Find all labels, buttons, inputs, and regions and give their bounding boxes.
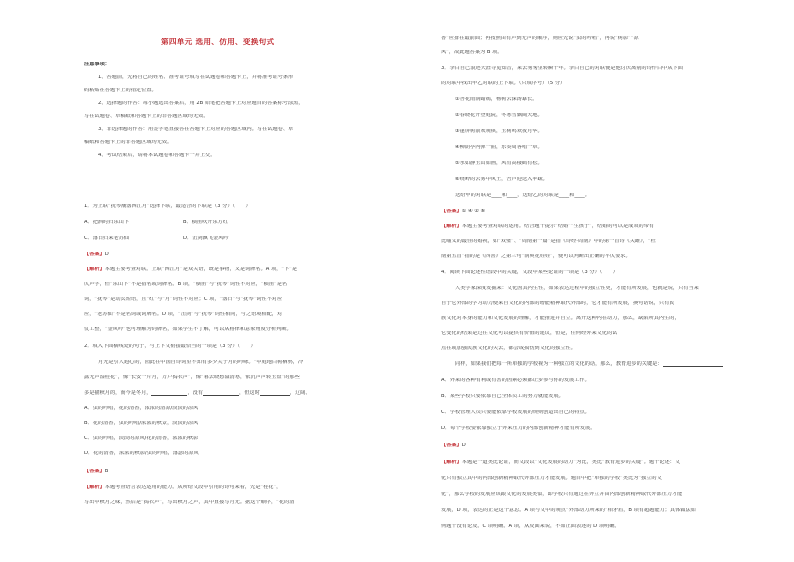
passage-text: 同样，如果我们把每一所单独的学校视为一种独立的文化的话，那么，教育进步的关键是： xyxy=(455,361,663,367)
question-1-answer xyxy=(84,252,109,257)
passage-text: 多是描秋月的，而今是冬月， xyxy=(84,390,152,396)
question-3-fill-line: 送给甲的对联是____和____，送给乙的对联是____和____。 xyxy=(455,193,590,198)
question-3-analysis-line xyxy=(441,224,654,229)
question-1-analysis-line: 应，“老苏仙”不是名词或词牌名。D 项，“击剑”与“抚琴”词性相同，与之语境相配，对 xyxy=(84,312,283,317)
passage-text: ，没有 xyxy=(187,390,204,396)
passage-text: ，辽阔、 xyxy=(289,390,311,396)
question-4-analysis-line: 发展，D 项，表达的正是这个意思。A 项与文中的观点“外部动力所来的”相矛盾，B 项有超越能力；具体做法如 xyxy=(441,508,696,513)
analysis-text: 本题主要考查对联。上联“西江月”是双关语，既是事物，又是词牌名。A 项，“下”是 xyxy=(104,267,298,272)
question-4-answer xyxy=(441,443,466,448)
question-4-analysis-line: 化只有独立其中的内部创新精神取代外部压力才能发展。题目中把“单独的学校”类比为“独立的文 xyxy=(441,476,662,481)
notice-item: 码粘贴在答题卡上的指定位置。 xyxy=(84,88,157,93)
question-2-stem: 2．填入下面横线处的句子，与上下文衔接最恰当的一项是（3 分）（ ） xyxy=(84,344,256,349)
question-1-stem: 1．为上联“抚琴潮落西江月”选择下联，最适合的下联是（3 分）（ ） xyxy=(84,204,251,209)
question-3-analysis-line: 比喻义的最佳的婚祝，如“双璧”、“周南第一篇”是指《诗经·周南》中的第一首诗《关雎》，“杜 xyxy=(441,239,656,244)
notice-item: 写在试题卷、草稿纸和答题卡上的非答题区域均无效。 xyxy=(84,114,209,119)
answer-tag: 【答案】 xyxy=(84,469,105,474)
couplet-item: ⑤水如静玉山如画，风有高楼鹤有松。 xyxy=(455,161,543,166)
question-4-analysis-line: 何题干没有论及。C 项明确。A 项，从反面来说，不如正面表述的 D 项明确。 xyxy=(441,524,620,529)
question-4-analysis-line xyxy=(441,460,680,465)
answer-value: B xyxy=(104,469,109,474)
notice-item: 3、非选择题的作答：用签字笔直接答在答题卡上对应的答题区域内。写在试题卷、草 xyxy=(98,127,294,132)
question-4-passage-line: 它变化的结果是过往文化可以提供有价值的建议，但是，任何经外来文化的试 xyxy=(441,331,618,336)
question-4-stem: 4．阅读下面论述性语段中的关键，文段中某些论证的一项是（3 分）（ ） xyxy=(441,270,618,275)
couplet-item: ⑥绕岭的云雾中风王，吾芦迎送入苹疏。 xyxy=(455,177,548,182)
answer-value: D xyxy=(461,443,466,448)
question-1-analysis-line: 词，“抚琴”是动宾短语，且“红”与“月”词性不对应；C 项，“落日”与“抚琴”词性不对应 xyxy=(84,297,283,302)
blank-line xyxy=(151,390,187,396)
couplet-item: ②春晓花开登庭院，冬寒雪飘阔天地。 xyxy=(455,113,543,118)
couplet-item: ③蓬屏树前欢观棋，玉树鸣欢夜月华。 xyxy=(455,129,543,134)
question-2-option-b: B．花的清香，虫的吟唱/浓浓的秋景，淡淡的凉风 xyxy=(84,421,199,426)
question-2-option-a: A．虫的吟唱，花的清香，浓浓的清凉/淡淡的凉风 xyxy=(84,406,199,411)
question-1-analysis-line: 仄声字，但“东山下”不是指名或词牌名。B 项，“横笛”与“抚琴”词性不对应，“横笛”是名 xyxy=(84,282,288,287)
analysis-tag: 【解析】 xyxy=(441,460,462,465)
analysis-tag: 【解析】 xyxy=(441,224,462,229)
analysis-text: 本题是一道类比论证，而文段以“文化发展的动力”为比，类比“教育进步的关键”。题干论述：文 xyxy=(461,460,681,465)
couplet-item: ①杏花雨润蜡嫣，杨树云深涛暴长。 xyxy=(455,97,538,102)
page-title: 第四单元 选用、仿用、变换句式 xyxy=(161,38,275,46)
question-4-option-c: C．学校管理人员只要能依靠学校发展的规则创造出自己的特点。 xyxy=(441,410,590,415)
question-2-passage-line: 月光是引人遐心的，园此在中国自诗词里不知有多少关于月的吟咏。“中庭地白树栖鸦，冷 xyxy=(98,360,304,365)
blank-line xyxy=(260,390,290,396)
question-1-option-d: D．击剑飘飞金风吟 xyxy=(183,236,229,241)
blank-line xyxy=(203,390,239,396)
notice-item: 1、答题前，先将自己的姓名、准考证号填写在试题卷和答题卡上，并将准考证号条形 xyxy=(98,75,294,80)
question-4-passage-line: 人类学家深度发掘来：文化因其内生性，如果表达过程中的独立性更，才能有所发展，也就是说，只有当来 xyxy=(455,286,699,291)
answer-tag: 【答案】 xyxy=(441,443,462,448)
question-1-analysis-line: 仗工整，“金风吟”也可理解为词牌名，如果学生不了解，可以从格律和意象角度分析判断。 xyxy=(84,327,292,332)
question-4-passage-line xyxy=(455,361,723,367)
answer-value: D xyxy=(104,252,109,257)
right-page xyxy=(397,0,794,562)
blank-line xyxy=(663,361,723,367)
question-1-analysis-line xyxy=(84,267,297,272)
question-4-passage-line: 族文化对本身的能力和文化发展的理解，才能推进并自立。离开这种内在动力，那么，缺陷所其内生的， xyxy=(441,316,680,321)
question-1-option-a: A．把酒时归东山下 xyxy=(84,220,130,225)
analysis-text: 本题主要考查对联的运用。结合题干提示“结婚”“生孩子”，结婚的可以是成双的带有 xyxy=(461,224,655,229)
answer-tag: 【答案】 xyxy=(441,209,462,214)
question-4-passage-line: 自于它外部的学习动力使来自文化的内部的增能精神取代外部时，它才能有所发展，换句话说，只有民 xyxy=(441,301,675,306)
question-4-option-d: D．每个学校要依靠独立于外来压力的内部创新精神才能有所发展。 xyxy=(441,426,596,431)
analysis-tag: 【解析】 xyxy=(84,267,105,272)
notice-item: 2、选择题的作答：每小题选出答案后，用 2B 铅笔把答题卡上对应题目的答案标号涂黑， xyxy=(98,101,304,106)
question-2-option-c: C．虫的吟唱，淡淡的凉风/花的清香，浓浓的秋影 xyxy=(84,436,199,441)
question-1-option-b: B．横笛吹开东方红 xyxy=(183,220,229,225)
question-3-stem: 3．李白自己浪迹天涯寻觅知音，来去匆匆里转瞬千年。李白自己的对联便是他讨厌离别的诗作白中从下面 xyxy=(441,66,683,71)
answer-tag: 【答案】 xyxy=(84,252,105,257)
notice-item: 稿纸和答题卡上的非答题区域均无效。 xyxy=(84,140,173,145)
question-2-analysis-line: 写出中秋月之味，然后是“捣衣声”，写出秋月之声，其中直接写月光。据这个顺序，“花的清 xyxy=(84,500,295,505)
continued-text-line: 香”应排在最前面；再按照由有声到无声的顺序，则应先说“虫的吟唱”，再说“树影”“凉 xyxy=(441,36,639,41)
analysis-tag: 【解析】 xyxy=(84,485,105,490)
question-2-answer xyxy=(84,469,108,474)
notice-heading: 注意事项： xyxy=(84,62,110,67)
passage-text: ，但这时 xyxy=(239,390,260,396)
analysis-text: 本题考查语言表达运用的能力。从所给文段中引用的诗句来看，先是“桂花”， xyxy=(104,485,282,490)
question-4-option-a: A．外来的各种有利或有害的因素必须都让步参与你的发展工作。 xyxy=(441,378,590,383)
question-2-passage-line: 露无声湿桂花”，像“长安一片月，万户捣衣声”，像“暮去晓愁溢清寒，依沉声声转玉盘”的那些 xyxy=(84,375,300,380)
question-3-answer xyxy=(441,209,485,214)
continued-text-line: 风”，故此题答案为 B 项。 xyxy=(441,50,503,55)
answer-value: ① ④ ② ⑥ xyxy=(461,209,486,214)
couplet-item: ④柳荫亭内弹一曲，乐奏周客唱一章。 xyxy=(455,145,543,150)
question-2-option-d: D．花的清香，浓浓的秋影/虫的吟唱，落瑟的凉风 xyxy=(84,451,199,456)
question-3-stem: 的对联中找出甲乙对联的上下联。（只填序号）（5 分） xyxy=(441,81,566,86)
question-2-passage-line xyxy=(84,390,311,396)
question-4-option-b: B．某些学校只要依靠自己全体员工的努力就能发展。 xyxy=(441,394,564,399)
notice-item: 4、考试结束后，请将本试题卷和答题卡一并上交。 xyxy=(98,153,216,158)
question-4-passage-line: 点在或加强民族文化的失去，都会或损伤到文化的独立性。 xyxy=(441,346,576,351)
question-1-option-c: C．落日归来老苏仙 xyxy=(84,236,130,241)
question-2-analysis-line xyxy=(84,485,281,490)
question-3-analysis-line: 南第五首”指的是《四善》之第三句“润爽花娃娃”，便可以判断出正确的平仄要求。 xyxy=(441,254,631,259)
question-4-analysis-line: 化”，那么学校的发展应该跟文化的发展类似，即学校只有通过在外立并由内部创新精神取代外部压力才能 xyxy=(441,492,683,497)
